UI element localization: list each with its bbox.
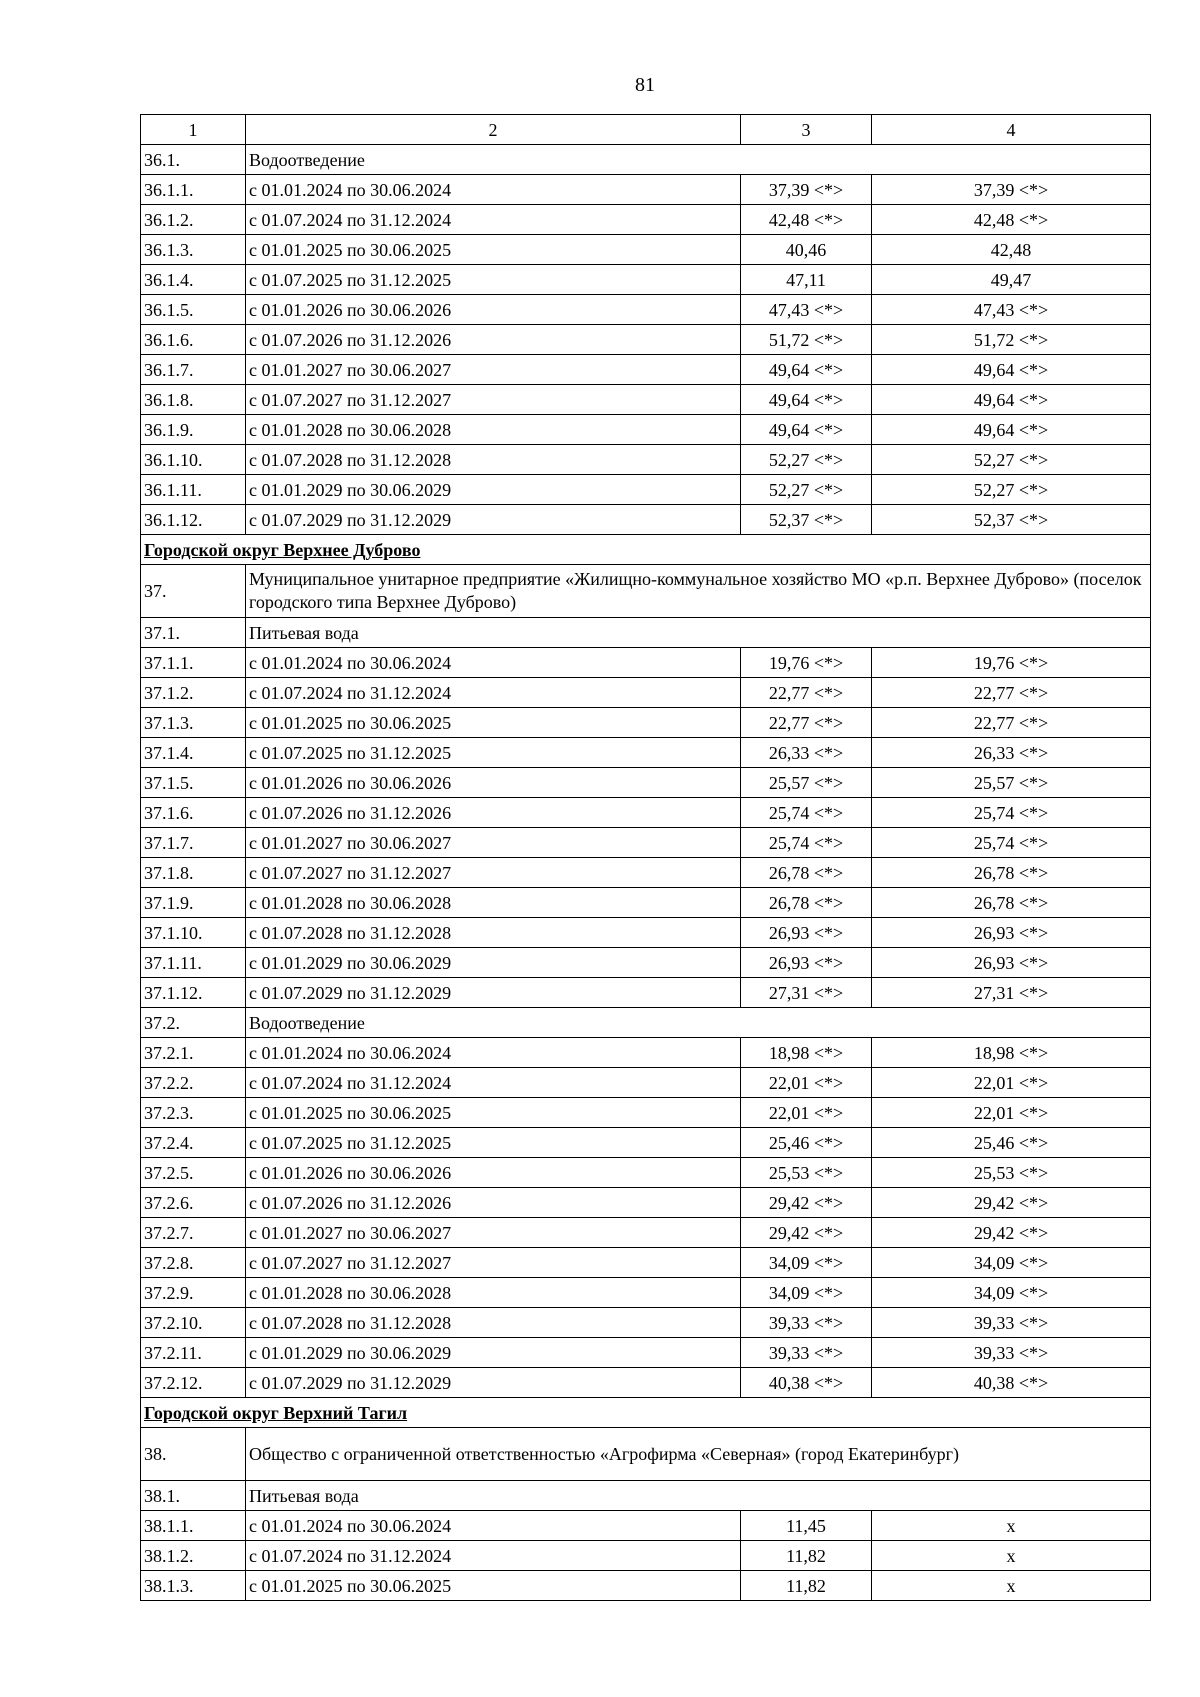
table-row xyxy=(141,1218,1151,1248)
row-number: 36.1.2. xyxy=(141,205,246,235)
table-body xyxy=(141,145,1151,1601)
table-row xyxy=(141,1511,1151,1541)
table-row xyxy=(141,828,1151,858)
period-cell: с 01.01.2026 по 30.06.2026 xyxy=(246,295,741,325)
table-row xyxy=(141,948,1151,978)
tariff-value-col4: х xyxy=(872,1511,1151,1541)
row-number: 38.1.1. xyxy=(141,1511,246,1541)
tariff-value-col4: 52,27 <*> xyxy=(872,445,1151,475)
period-cell: с 01.07.2029 по 31.12.2029 xyxy=(246,978,741,1008)
tariff-value-col3: 22,77 <*> xyxy=(741,708,872,738)
period-cell: с 01.07.2024 по 31.12.2024 xyxy=(246,678,741,708)
tariff-value-col4: 22,77 <*> xyxy=(872,678,1151,708)
table-row xyxy=(141,175,1151,205)
row-number: 37.1.12. xyxy=(141,978,246,1008)
tariff-value-col4: 37,39 <*> xyxy=(872,175,1151,205)
table-row xyxy=(141,738,1151,768)
district-row xyxy=(141,1398,1151,1428)
row-number: 38. xyxy=(141,1428,246,1481)
tariff-value-col3: 26,78 <*> xyxy=(741,888,872,918)
row-number: 36.1.5. xyxy=(141,295,246,325)
row-number: 36.1.10. xyxy=(141,445,246,475)
period-cell: с 01.07.2029 по 31.12.2029 xyxy=(246,505,741,535)
section-row xyxy=(141,1481,1151,1511)
table-row xyxy=(141,355,1151,385)
tariff-value-col3: 49,64 <*> xyxy=(741,385,872,415)
column-header: 2 xyxy=(246,115,741,145)
section-title: Питьевая вода xyxy=(246,1481,1151,1511)
row-number: 37.2.1. xyxy=(141,1038,246,1068)
row-number: 37.1.10. xyxy=(141,918,246,948)
period-cell: с 01.07.2024 по 31.12.2024 xyxy=(246,1068,741,1098)
row-number: 36.1.1. xyxy=(141,175,246,205)
table-row xyxy=(141,235,1151,265)
period-cell: с 01.01.2029 по 30.06.2029 xyxy=(246,1338,741,1368)
period-cell: с 01.01.2024 по 30.06.2024 xyxy=(246,175,741,205)
tariff-value-col4: 29,42 <*> xyxy=(872,1188,1151,1218)
table-row xyxy=(141,445,1151,475)
tariff-value-col3: 29,42 <*> xyxy=(741,1218,872,1248)
section-title: Питьевая вода xyxy=(246,618,1151,648)
tariff-value-col4: 49,64 <*> xyxy=(872,355,1151,385)
table-row xyxy=(141,1068,1151,1098)
tariff-value-col3: 25,74 <*> xyxy=(741,798,872,828)
row-number: 36.1.12. xyxy=(141,505,246,535)
tariff-value-col4: 25,53 <*> xyxy=(872,1158,1151,1188)
period-cell: с 01.07.2026 по 31.12.2026 xyxy=(246,798,741,828)
section-row xyxy=(141,145,1151,175)
row-number: 37.1.4. xyxy=(141,738,246,768)
period-cell: с 01.07.2024 по 31.12.2024 xyxy=(246,205,741,235)
row-number: 38.1.2. xyxy=(141,1541,246,1571)
period-cell: с 01.01.2026 по 30.06.2026 xyxy=(246,768,741,798)
table-row xyxy=(141,265,1151,295)
table-row xyxy=(141,918,1151,948)
row-number: 37.1.7. xyxy=(141,828,246,858)
row-number: 37.2.12. xyxy=(141,1368,246,1398)
tariff-value-col3: 25,74 <*> xyxy=(741,828,872,858)
organization-row xyxy=(141,565,1151,618)
district-row xyxy=(141,535,1151,565)
table-row xyxy=(141,888,1151,918)
tariff-value-col4: 40,38 <*> xyxy=(872,1368,1151,1398)
row-number: 37.1.11. xyxy=(141,948,246,978)
tariff-value-col3: 18,98 <*> xyxy=(741,1038,872,1068)
tariff-value-col4: 42,48 xyxy=(872,235,1151,265)
column-header: 4 xyxy=(872,115,1151,145)
row-number: 37.2.10. xyxy=(141,1308,246,1338)
tariff-value-col4: 26,78 <*> xyxy=(872,858,1151,888)
tariff-value-col3: 40,46 xyxy=(741,235,872,265)
table-row xyxy=(141,295,1151,325)
district-title xyxy=(141,535,1151,565)
tariff-value-col4: 49,64 <*> xyxy=(872,385,1151,415)
tariff-value-col3: 40,38 <*> xyxy=(741,1368,872,1398)
period-cell: с 01.01.2024 по 30.06.2024 xyxy=(246,1511,741,1541)
tariff-value-col4: 22,01 <*> xyxy=(872,1068,1151,1098)
tariff-value-col3: 42,48 <*> xyxy=(741,205,872,235)
table-row xyxy=(141,205,1151,235)
tariff-value-col4: 52,27 <*> xyxy=(872,475,1151,505)
tariff-value-col4: 27,31 <*> xyxy=(872,978,1151,1008)
tariff-value-col4: 25,57 <*> xyxy=(872,768,1151,798)
period-cell: с 01.07.2029 по 31.12.2029 xyxy=(246,1368,741,1398)
row-number: 37.2.7. xyxy=(141,1218,246,1248)
column-header: 3 xyxy=(741,115,872,145)
row-number: 38.1. xyxy=(141,1481,246,1511)
tariff-value-col4: 26,78 <*> xyxy=(872,888,1151,918)
tariff-value-col4: 26,33 <*> xyxy=(872,738,1151,768)
row-number: 37.1.8. xyxy=(141,858,246,888)
table-row xyxy=(141,505,1151,535)
tariff-value-col4: 25,74 <*> xyxy=(872,798,1151,828)
tariff-value-col3: 47,43 <*> xyxy=(741,295,872,325)
tariff-value-col3: 52,27 <*> xyxy=(741,475,872,505)
tariff-value-col4: х xyxy=(872,1541,1151,1571)
table-row xyxy=(141,708,1151,738)
table-row xyxy=(141,415,1151,445)
table-row xyxy=(141,325,1151,355)
tariff-value-col4: 47,43 <*> xyxy=(872,295,1151,325)
row-number: 36.1.7. xyxy=(141,355,246,385)
tariff-value-col4: 19,76 <*> xyxy=(872,648,1151,678)
table-row xyxy=(141,1338,1151,1368)
tariff-value-col4: 51,72 <*> xyxy=(872,325,1151,355)
tariff-value-col4: 34,09 <*> xyxy=(872,1248,1151,1278)
page-number: 81 xyxy=(635,74,655,96)
period-cell: с 01.01.2028 по 30.06.2028 xyxy=(246,888,741,918)
tariff-value-col3: 37,39 <*> xyxy=(741,175,872,205)
tariff-value-col3: 22,01 <*> xyxy=(741,1068,872,1098)
tariff-value-col3: 52,27 <*> xyxy=(741,445,872,475)
period-cell: с 01.01.2028 по 30.06.2028 xyxy=(246,1278,741,1308)
row-number: 37.2.5. xyxy=(141,1158,246,1188)
section-title: Водоотведение xyxy=(246,1008,1151,1038)
period-cell: с 01.01.2029 по 30.06.2029 xyxy=(246,475,741,505)
period-cell: с 01.01.2028 по 30.06.2028 xyxy=(246,415,741,445)
period-cell: с 01.07.2027 по 31.12.2027 xyxy=(246,858,741,888)
row-number: 37.2.4. xyxy=(141,1128,246,1158)
row-number: 36.1.9. xyxy=(141,415,246,445)
row-number: 36.1.4. xyxy=(141,265,246,295)
tariff-value-col3: 22,01 <*> xyxy=(741,1098,872,1128)
tariff-value-col4: 39,33 <*> xyxy=(872,1308,1151,1338)
tariff-value-col3: 22,77 <*> xyxy=(741,678,872,708)
row-number: 37.1.3. xyxy=(141,708,246,738)
period-cell: с 01.07.2028 по 31.12.2028 xyxy=(246,1308,741,1338)
section-row xyxy=(141,618,1151,648)
tariff-value-col4: 25,46 <*> xyxy=(872,1128,1151,1158)
period-cell: с 01.07.2027 по 31.12.2027 xyxy=(246,385,741,415)
tariff-value-col3: 49,64 <*> xyxy=(741,355,872,385)
tariff-value-col4: 49,47 xyxy=(872,265,1151,295)
tariff-value-col4: 42,48 <*> xyxy=(872,205,1151,235)
tariff-value-col3: 39,33 <*> xyxy=(741,1308,872,1338)
table-row xyxy=(141,858,1151,888)
tariff-value-col4: 26,93 <*> xyxy=(872,948,1151,978)
table-row xyxy=(141,1128,1151,1158)
period-cell: с 01.07.2026 по 31.12.2026 xyxy=(246,1188,741,1218)
table-row xyxy=(141,798,1151,828)
district-name: Городской округ Верхний Тагил xyxy=(144,1402,408,1423)
table-row xyxy=(141,385,1151,415)
table-row xyxy=(141,1158,1151,1188)
row-number: 37.2. xyxy=(141,1008,246,1038)
tariff-value-col3: 49,64 <*> xyxy=(741,415,872,445)
tariff-value-col3: 11,82 xyxy=(741,1541,872,1571)
tariff-value-col4: 22,77 <*> xyxy=(872,708,1151,738)
period-cell: с 01.01.2024 по 30.06.2024 xyxy=(246,648,741,678)
row-number: 37.1.2. xyxy=(141,678,246,708)
period-cell: с 01.01.2027 по 30.06.2027 xyxy=(246,355,741,385)
organization-name: Муниципальное унитарное предприятие «Жилищно-коммунальное хозяйство МО «р.п. Верхнее Дуброво» (поселок городского типа Верхнее Дуброво) xyxy=(246,565,1151,618)
tariff-value-col4: 18,98 <*> xyxy=(872,1038,1151,1068)
tariff-value-col3: 11,45 xyxy=(741,1511,872,1541)
tariff-value-col3: 34,09 <*> xyxy=(741,1248,872,1278)
period-cell: с 01.01.2025 по 30.06.2025 xyxy=(246,1098,741,1128)
tariff-value-col4: 52,37 <*> xyxy=(872,505,1151,535)
period-cell: с 01.01.2025 по 30.06.2025 xyxy=(246,235,741,265)
row-number: 37.2.11. xyxy=(141,1338,246,1368)
table-row xyxy=(141,1308,1151,1338)
row-number: 37. xyxy=(141,565,246,618)
district-title xyxy=(141,1398,1151,1428)
column-header: 1 xyxy=(141,115,246,145)
row-number: 37.2.2. xyxy=(141,1068,246,1098)
period-cell: с 01.01.2027 по 30.06.2027 xyxy=(246,1218,741,1248)
tariff-value-col3: 11,82 xyxy=(741,1571,872,1601)
row-number: 36.1. xyxy=(141,145,246,175)
tariff-value-col3: 26,78 <*> xyxy=(741,858,872,888)
period-cell: с 01.07.2028 по 31.12.2028 xyxy=(246,445,741,475)
tariff-value-col3: 26,33 <*> xyxy=(741,738,872,768)
tariff-value-col4: 22,01 <*> xyxy=(872,1098,1151,1128)
row-number: 37.1.9. xyxy=(141,888,246,918)
tariff-value-col3: 52,37 <*> xyxy=(741,505,872,535)
row-number: 37.1.1. xyxy=(141,648,246,678)
period-cell: с 01.01.2025 по 30.06.2025 xyxy=(246,708,741,738)
tariff-value-col3: 39,33 <*> xyxy=(741,1338,872,1368)
table-row xyxy=(141,1248,1151,1278)
tariff-value-col3: 51,72 <*> xyxy=(741,325,872,355)
table-row xyxy=(141,978,1151,1008)
section-title: Водоотведение xyxy=(246,145,1151,175)
row-number: 37.1.6. xyxy=(141,798,246,828)
tariff-value-col4: 25,74 <*> xyxy=(872,828,1151,858)
period-cell: с 01.07.2024 по 31.12.2024 xyxy=(246,1541,741,1571)
period-cell: с 01.01.2029 по 30.06.2029 xyxy=(246,948,741,978)
tariff-value-col3: 27,31 <*> xyxy=(741,978,872,1008)
tariff-value-col3: 25,53 <*> xyxy=(741,1158,872,1188)
tariff-table xyxy=(140,114,1151,1601)
period-cell: с 01.07.2026 по 31.12.2026 xyxy=(246,325,741,355)
row-number: 36.1.8. xyxy=(141,385,246,415)
tariff-value-col3: 26,93 <*> xyxy=(741,948,872,978)
row-number: 37.1. xyxy=(141,618,246,648)
tariff-value-col4: 34,09 <*> xyxy=(872,1278,1151,1308)
period-cell: с 01.07.2025 по 31.12.2025 xyxy=(246,738,741,768)
row-number: 37.2.9. xyxy=(141,1278,246,1308)
row-number: 37.2.3. xyxy=(141,1098,246,1128)
table-row xyxy=(141,678,1151,708)
tariff-value-col4: 49,64 <*> xyxy=(872,415,1151,445)
organization-row xyxy=(141,1428,1151,1481)
table-row xyxy=(141,1038,1151,1068)
table-row xyxy=(141,1571,1151,1601)
period-cell: с 01.01.2025 по 30.06.2025 xyxy=(246,1571,741,1601)
table-row xyxy=(141,1368,1151,1398)
table-row xyxy=(141,1188,1151,1218)
table-row xyxy=(141,1541,1151,1571)
row-number: 36.1.11. xyxy=(141,475,246,505)
period-cell: с 01.07.2025 по 31.12.2025 xyxy=(246,1128,741,1158)
row-number: 37.1.5. xyxy=(141,768,246,798)
table-row xyxy=(141,768,1151,798)
tariff-value-col3: 25,46 <*> xyxy=(741,1128,872,1158)
period-cell: с 01.01.2026 по 30.06.2026 xyxy=(246,1158,741,1188)
row-number: 36.1.6. xyxy=(141,325,246,355)
tariff-value-col4: х xyxy=(872,1571,1151,1601)
table-row xyxy=(141,648,1151,678)
period-cell: с 01.07.2027 по 31.12.2027 xyxy=(246,1248,741,1278)
organization-name: Общество с ограниченной ответственностью «Агрофирма «Северная» (город Екатеринбург) xyxy=(246,1428,1151,1481)
row-number: 37.2.6. xyxy=(141,1188,246,1218)
tariff-value-col4: 29,42 <*> xyxy=(872,1218,1151,1248)
tariff-value-col3: 34,09 <*> xyxy=(741,1278,872,1308)
row-number: 38.1.3. xyxy=(141,1571,246,1601)
period-cell: с 01.01.2027 по 30.06.2027 xyxy=(246,828,741,858)
district-name: Городской округ Верхнее Дуброво xyxy=(144,539,421,560)
period-cell: с 01.01.2024 по 30.06.2024 xyxy=(246,1038,741,1068)
table-row xyxy=(141,1278,1151,1308)
tariff-value-col4: 26,93 <*> xyxy=(872,918,1151,948)
period-cell: с 01.07.2028 по 31.12.2028 xyxy=(246,918,741,948)
row-number: 36.1.3. xyxy=(141,235,246,265)
row-number: 37.2.8. xyxy=(141,1248,246,1278)
section-row xyxy=(141,1008,1151,1038)
tariff-value-col3: 25,57 <*> xyxy=(741,768,872,798)
tariff-value-col3: 19,76 <*> xyxy=(741,648,872,678)
table-row xyxy=(141,1098,1151,1128)
table-row xyxy=(141,475,1151,505)
tariff-value-col3: 26,93 <*> xyxy=(741,918,872,948)
table-header-row xyxy=(141,115,1151,145)
tariff-value-col3: 47,11 xyxy=(741,265,872,295)
tariff-value-col4: 39,33 <*> xyxy=(872,1338,1151,1368)
tariff-value-col3: 29,42 <*> xyxy=(741,1188,872,1218)
period-cell: с 01.07.2025 по 31.12.2025 xyxy=(246,265,741,295)
